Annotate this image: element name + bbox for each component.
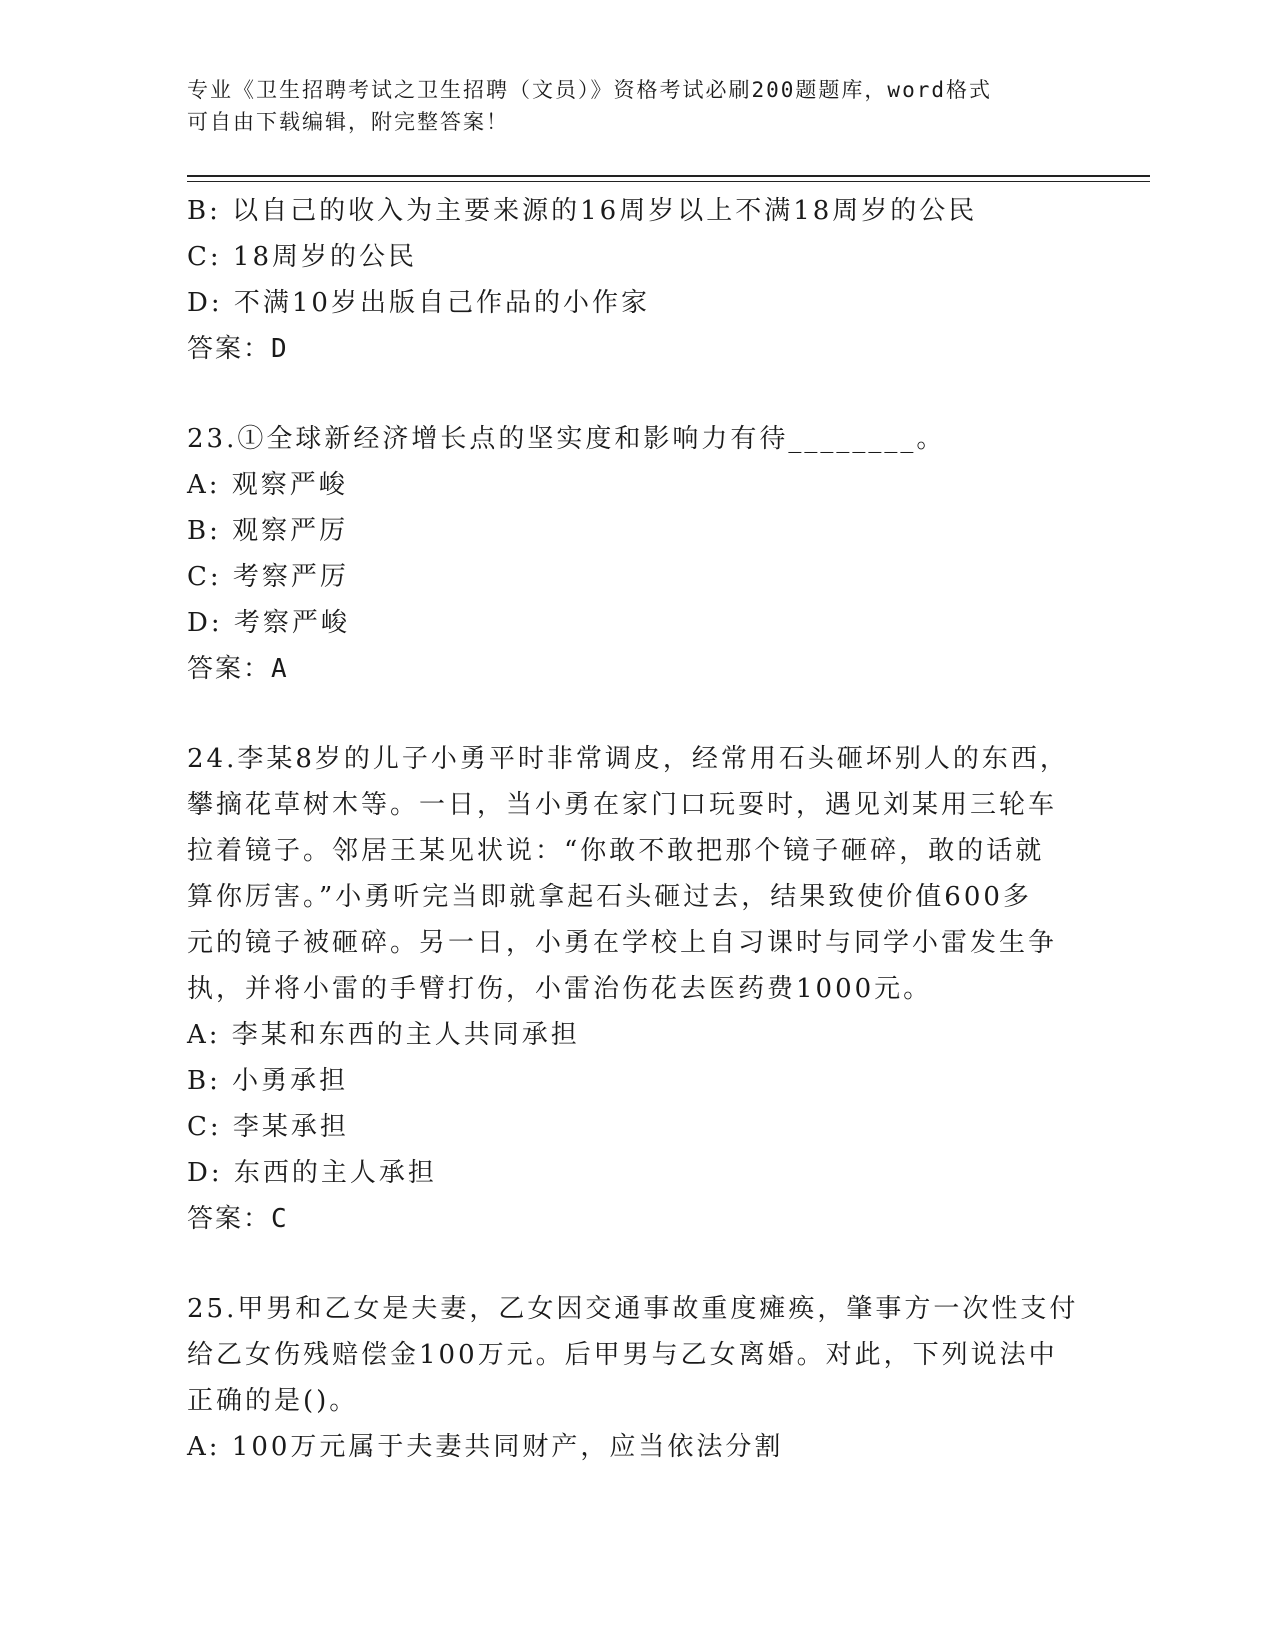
spacer xyxy=(187,692,1067,736)
option-b: B: 观察严厉 xyxy=(187,516,349,546)
stem-line: 正确的是()。 xyxy=(187,1386,359,1416)
question-24-stem xyxy=(187,736,1067,1012)
stem-line: 给乙女伤残赔偿金100万元。后甲男与乙女离婚。对此，下列说法中 xyxy=(187,1340,1058,1370)
question-23-stem: 23.①全球新经济增长点的坚实度和影响力有待________。 xyxy=(187,424,946,454)
option-d: D: 不满10岁出版自己作品的小作家 xyxy=(187,288,650,318)
question-22-answer: 答案：D xyxy=(187,334,289,364)
option-b: B: 小勇承担 xyxy=(187,1066,349,1096)
header-divider-thick xyxy=(187,175,1150,177)
stem-line: 算你厉害。”小勇听完当即就拿起石头砸过去，结果致使价值600多 xyxy=(187,882,1032,912)
page-header xyxy=(187,74,1067,138)
question-22-options xyxy=(187,188,1067,326)
stem-line: 24.李某8岁的儿子小勇平时非常调皮，经常用石头砸坏别人的东西， xyxy=(187,744,1069,774)
stem-line: 执，并将小雷的手臂打伤，小雷治伤花去医药费1000元。 xyxy=(187,974,933,1004)
option-c: C: 李某承担 xyxy=(187,1112,349,1142)
header-line-2: 可自由下载编辑，附完整答案！ xyxy=(187,110,509,134)
option-a: A: 观察严峻 xyxy=(187,470,348,500)
question-25-stem xyxy=(187,1286,1079,1424)
spacer xyxy=(187,372,1067,416)
stem-line: 拉着镜子。邻居王某见状说：“你敢不敢把那个镜子砸碎，敢的话就 xyxy=(187,836,1045,866)
question-24-answer: 答案：C xyxy=(187,1204,289,1234)
question-23-answer: 答案：A xyxy=(187,654,289,684)
question-content xyxy=(187,188,1079,1470)
spacer xyxy=(187,1242,1067,1286)
header-line-1: 专业《卫生招聘考试之卫生招聘（文员）》资格考试必刷200题题库，word格式 xyxy=(187,78,992,102)
option-c: C: 18周岁的公民 xyxy=(187,242,418,272)
stem-line: 元的镜子被砸碎。另一日，小勇在学校上自习课时与同学小雷发生争 xyxy=(187,928,1058,958)
option-d: D: 考察严峻 xyxy=(187,608,350,638)
option-b: B: 以自己的收入为主要来源的16周岁以上不满18周岁的公民 xyxy=(187,196,978,226)
question-24-options xyxy=(187,1012,1067,1196)
option-d: D: 东西的主人承担 xyxy=(187,1158,437,1188)
stem-line: 25.甲男和乙女是夫妻，乙女因交通事故重度瘫痪，肇事方一次性支付 xyxy=(187,1294,1079,1324)
header-divider-thin xyxy=(187,181,1150,182)
stem-line: 攀摘花草树木等。一日，当小勇在家门口玩耍时，遇见刘某用三轮车 xyxy=(187,790,1058,820)
option-a: A: 李某和东西的主人共同承担 xyxy=(187,1020,580,1050)
question-25-options xyxy=(187,1424,1067,1470)
option-c: C: 考察严厉 xyxy=(187,562,349,592)
option-a: A: 100万元属于夫妻共同财产，应当依法分割 xyxy=(187,1432,784,1462)
question-23-options xyxy=(187,462,1067,646)
